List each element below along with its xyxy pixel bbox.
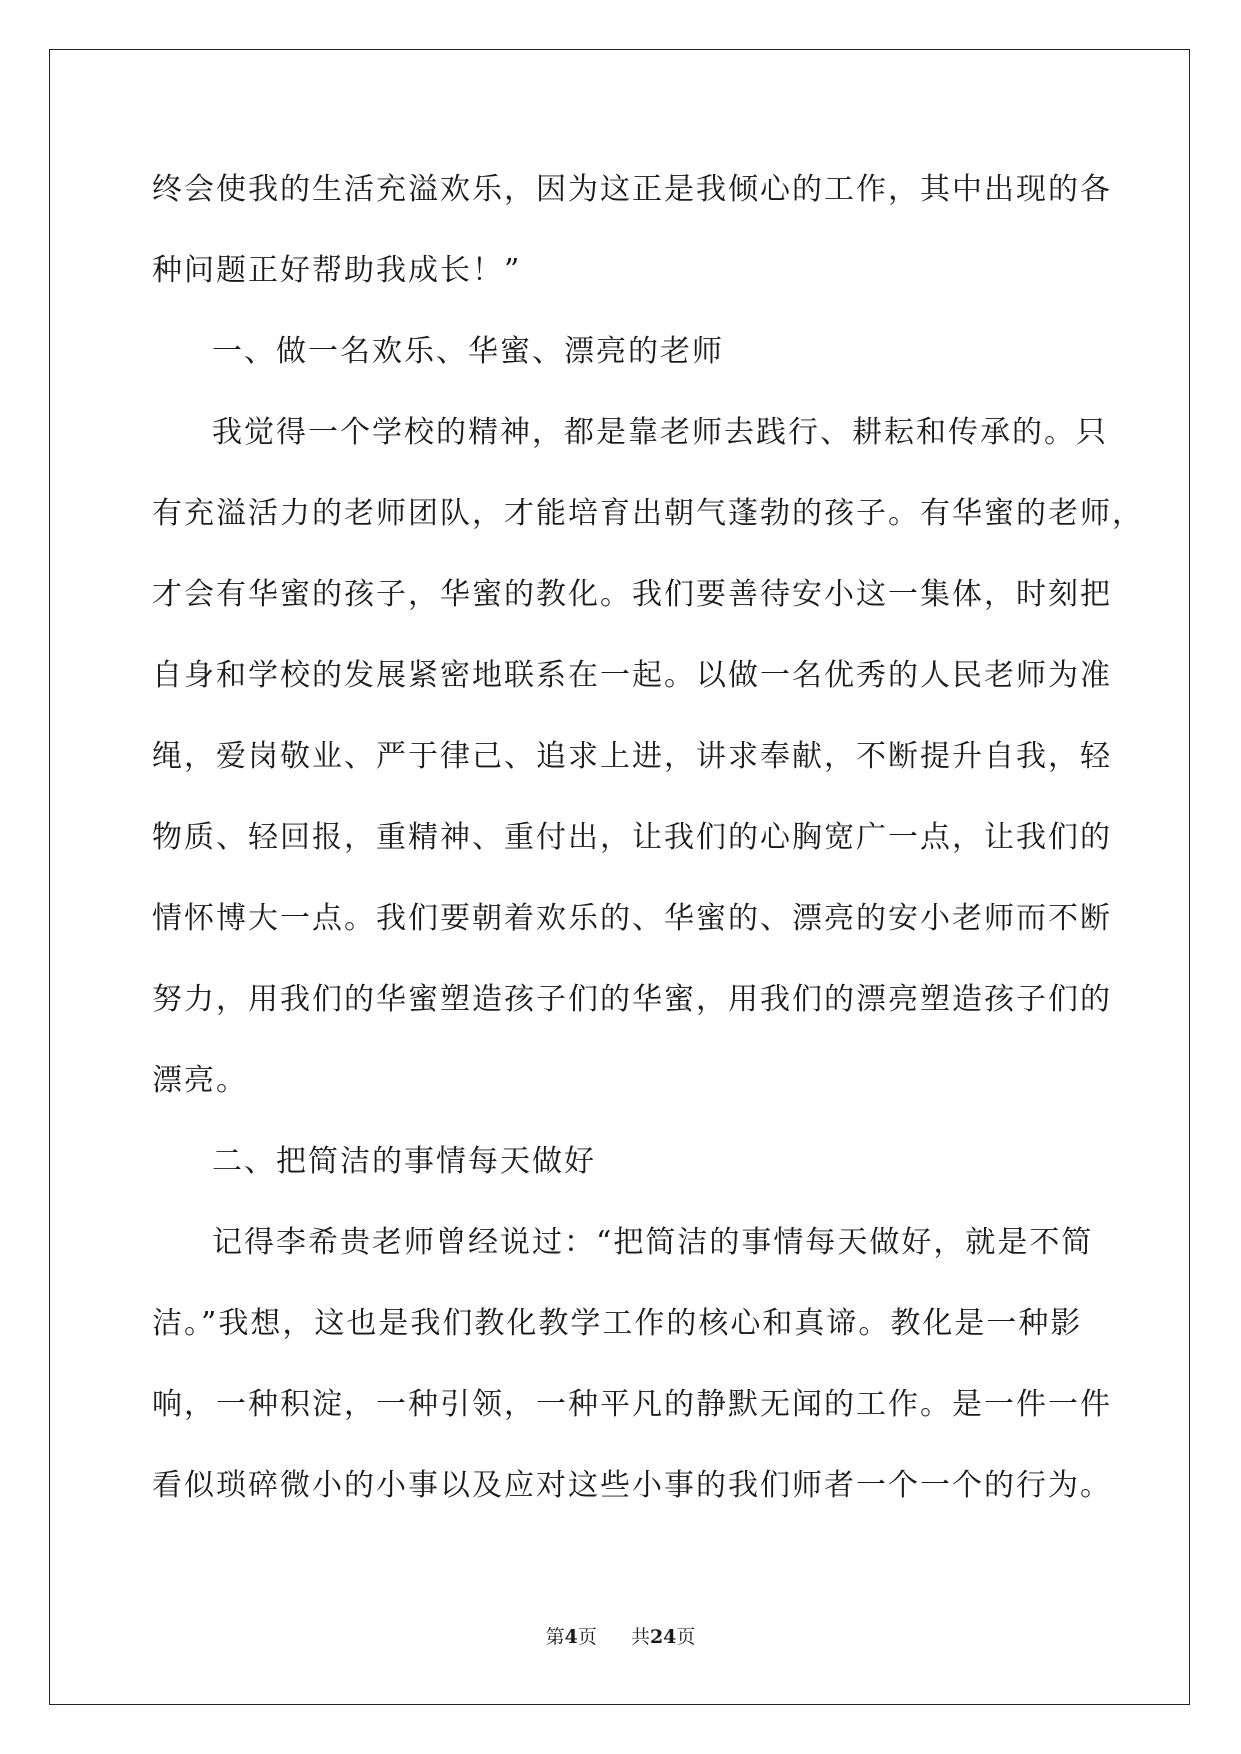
paragraph-line: 才会有华蜜的孩子，华蜜的教化。我们要善待安小这一集体，时刻把 [152,577,1112,612]
paragraph-line: 终会使我的生活充溢欢乐，因为这正是我倾心的工作，其中出现的各 [152,172,1112,207]
total-suffix: 页 [676,1626,696,1648]
paragraph-line: 看似琐碎微小的小事以及应对这些小事的我们师者一个一个的行为。 [152,1468,1112,1503]
paragraph-line: 我觉得一个学校的精神，都是靠老师去践行、耕耘和传承的。只 [212,415,1108,450]
total-prefix: 共 [630,1626,650,1648]
paragraph-line: 努力，用我们的华蜜塑造孩子们的华蜜，用我们的漂亮塑造孩子们的 [152,982,1112,1017]
document-body [152,163,1144,1540]
paragraph-line: 情怀博大一点。我们要朝着欢乐的、华蜜的、漂亮的安小老师而不断 [152,901,1112,936]
section-heading: 二、把简洁的事情每天做好 [212,1144,596,1179]
paragraph-line: 有充溢活力的老师团队，才能培育出朝气蓬勃的孩子。有华蜜的老师， [152,496,1144,531]
section-heading: 一、做一名欢乐、华蜜、漂亮的老师 [212,334,724,369]
paragraph-line: 绳，爱岗敬业、严于律己、追求上进，讲求奉献，不断提升自我，轻 [152,739,1112,774]
page-footer [0,1624,1241,1650]
total-pages-indicator [631,1626,695,1648]
current-page-number: 4 [564,1626,578,1648]
page-suffix: 页 [577,1626,597,1648]
page-prefix: 第 [545,1626,565,1648]
page-number-indicator [546,1626,597,1648]
paragraph-line: 自身和学校的发展紧密地联系在一起。以做一名优秀的人民老师为准 [152,658,1112,693]
paragraph-line: 洁。”我想，这也是我们教化教学工作的核心和真谛。教化是一种影 [152,1306,1083,1341]
paragraph-line: 物质、轻回报，重精神、重付出，让我们的心胸宽广一点，让我们的 [152,820,1112,855]
paragraph-line: 记得李希贵老师曾经说过：“把简洁的事情每天做好，就是不简 [212,1225,1094,1260]
paragraph-line: 响，一种积淀，一种引领，一种平凡的静默无闻的工作。是一件一件 [152,1387,1112,1422]
total-page-count: 24 [649,1626,677,1648]
paragraph-line: 种问题正好帮助我成长！” [152,253,522,288]
paragraph-line: 漂亮。 [152,1063,248,1098]
